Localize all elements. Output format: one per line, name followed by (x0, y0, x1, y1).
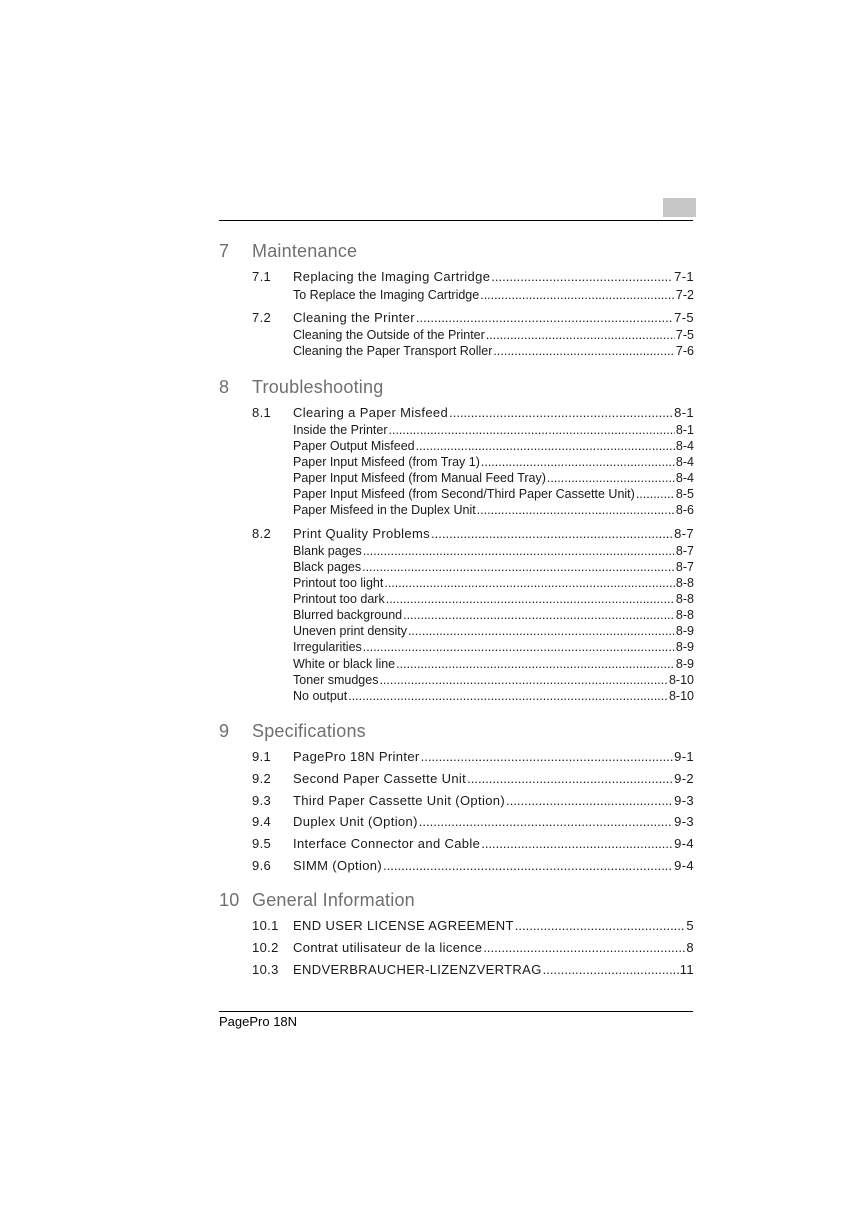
section-number: 10.3 (252, 962, 279, 977)
toc-entry[interactable] (252, 526, 694, 541)
chapter-tab-marker (663, 198, 696, 217)
entry-title: Paper Misfeed in the Duplex Unit (293, 503, 476, 517)
toc-entry[interactable] (252, 439, 694, 453)
dot-leader (362, 560, 675, 574)
entry-title: Duplex Unit (Option) (293, 814, 418, 829)
dot-leader (515, 918, 686, 933)
dot-leader (543, 962, 679, 977)
toc-entry[interactable] (252, 657, 694, 671)
chapter-title: Troubleshooting (252, 377, 384, 397)
toc-entry[interactable] (252, 576, 694, 590)
dot-leader (363, 544, 675, 558)
dot-leader (547, 471, 675, 485)
dot-leader (449, 405, 673, 420)
page-number: 8 (686, 940, 694, 955)
chapter-heading (219, 721, 366, 742)
page-number: 8-9 (675, 657, 694, 671)
entry-title: Blurred background (293, 608, 403, 622)
toc-entry[interactable] (252, 269, 694, 284)
dot-leader (416, 439, 675, 453)
entry-title: To Replace the Imaging Cartridge (293, 288, 480, 302)
page-number: 11 (679, 962, 694, 977)
toc-entry[interactable] (252, 455, 694, 469)
dot-leader (477, 503, 675, 517)
page-number: 9-4 (674, 836, 694, 851)
toc-entry[interactable] (252, 793, 694, 808)
page-number: 8-8 (675, 608, 694, 622)
entry-title: Paper Input Misfeed (from Tray 1) (293, 455, 480, 469)
entry-title: White or black line (293, 657, 396, 671)
chapter-number: 10 (219, 890, 240, 910)
page-number: 9-4 (674, 858, 694, 873)
entry-title: Contrat utilisateur de la licence (293, 940, 483, 955)
dot-leader (480, 288, 675, 302)
entry-title: Irregularities (293, 640, 362, 654)
dot-leader (486, 328, 675, 342)
toc-entry[interactable] (252, 836, 694, 851)
toc-entry[interactable] (252, 310, 694, 325)
dot-leader (363, 640, 675, 654)
dot-leader (481, 455, 675, 469)
chapter-number: 9 (219, 721, 230, 741)
dot-leader (396, 657, 675, 671)
entry-title: Paper Input Misfeed (from Manual Feed Tray) (293, 471, 546, 485)
chapter-number: 7 (219, 241, 230, 261)
entry-title: SIMM (Option) (293, 858, 383, 873)
chapter-title: Specifications (252, 721, 366, 741)
footer-product-name: PagePro 18N (219, 1014, 298, 1029)
dot-leader (483, 940, 685, 955)
toc-entry[interactable] (252, 749, 694, 764)
toc-entry[interactable] (252, 487, 694, 501)
entry-title: PagePro 18N Printer (293, 749, 420, 764)
dot-leader (389, 423, 675, 437)
toc-entry[interactable] (252, 560, 694, 574)
section-number: 7.2 (252, 310, 272, 325)
page-number: 9-3 (674, 814, 694, 829)
page-number: 8-5 (675, 487, 694, 501)
toc-entry[interactable] (252, 858, 694, 873)
page-number: 8-4 (675, 455, 694, 469)
chapter-title: General Information (252, 890, 415, 910)
dot-leader (419, 814, 673, 829)
toc-entry[interactable] (252, 640, 694, 654)
entry-title: Replacing the Imaging Cartridge (293, 269, 491, 284)
entry-title: Toner smudges (293, 673, 379, 687)
dot-leader (384, 576, 675, 590)
toc-entry[interactable] (252, 471, 694, 485)
section-number: 9.5 (252, 836, 272, 851)
chapter-title: Maintenance (252, 241, 358, 261)
entry-title: ENDVERBRAUCHER-LIZENZVERTRAG (293, 962, 542, 977)
dot-leader (491, 269, 673, 284)
page-number: 7-6 (675, 344, 694, 358)
entry-title: Clearing a Paper Misfeed (293, 405, 449, 420)
toc-entry[interactable] (252, 344, 694, 358)
dot-leader (386, 592, 675, 606)
entry-title: Cleaning the Outside of the Printer (293, 328, 485, 342)
toc-entry[interactable] (252, 940, 694, 955)
page-number: 5 (686, 918, 694, 933)
page-number: 8-9 (675, 640, 694, 654)
entry-title: Print Quality Problems (293, 526, 431, 541)
toc-entry[interactable] (252, 814, 694, 829)
footer-rule (219, 1011, 693, 1012)
toc-entry[interactable] (252, 689, 694, 703)
toc-entry[interactable] (252, 544, 694, 558)
section-number: 9.2 (252, 771, 272, 786)
page-number: 8-7 (674, 526, 694, 541)
dot-leader (403, 608, 675, 622)
entry-title: Interface Connector and Cable (293, 836, 481, 851)
page-number: 8-4 (675, 439, 694, 453)
entry-title: Paper Output Misfeed (293, 439, 415, 453)
header-rule (219, 220, 693, 221)
page-number: 8-6 (675, 503, 694, 517)
entry-title: Blank pages (293, 544, 362, 558)
page-number: 8-10 (668, 689, 694, 703)
section-number: 8.1 (252, 405, 272, 420)
toc-entry[interactable] (252, 288, 694, 302)
section-number: 9.4 (252, 814, 272, 829)
dot-leader (467, 771, 673, 786)
chapter-number: 8 (219, 377, 230, 397)
entry-title: Inside the Printer (293, 423, 388, 437)
toc-entry[interactable] (252, 608, 694, 622)
page-number: 7-2 (675, 288, 694, 302)
dot-leader (421, 749, 674, 764)
toc-entry[interactable] (252, 918, 694, 933)
entry-title: Second Paper Cassette Unit (293, 771, 467, 786)
dot-leader (431, 526, 673, 541)
page-number: 8-10 (668, 673, 694, 687)
chapter-heading (219, 377, 383, 398)
page-number: 8-1 (675, 423, 694, 437)
entry-title: Black pages (293, 560, 362, 574)
entry-title: Uneven print density (293, 624, 407, 638)
toc-entry[interactable] (252, 771, 694, 786)
page-number: 7-5 (675, 328, 694, 342)
entry-title: Third Paper Cassette Unit (Option) (293, 793, 506, 808)
dot-leader (379, 673, 668, 687)
section-number: 8.2 (252, 526, 272, 541)
entry-title: Printout too light (293, 576, 384, 590)
toc-entry[interactable] (252, 423, 694, 437)
page-number: 8-1 (674, 405, 694, 420)
section-number: 9.6 (252, 858, 272, 873)
entry-title: Cleaning the Printer (293, 310, 415, 325)
page-number: 7-1 (674, 269, 694, 284)
dot-leader (348, 689, 668, 703)
toc-entry[interactable] (252, 503, 694, 517)
chapter-heading (219, 241, 357, 262)
section-number: 10.2 (252, 940, 279, 955)
entry-title: Cleaning the Paper Transport Roller (293, 344, 493, 358)
dot-leader (636, 487, 675, 501)
section-number: 9.3 (252, 793, 272, 808)
section-number: 10.1 (252, 918, 279, 933)
page-number: 8-9 (675, 624, 694, 638)
entry-title: Printout too dark (293, 592, 385, 606)
dot-leader (506, 793, 673, 808)
dot-leader (416, 310, 673, 325)
toc-entry[interactable] (252, 624, 694, 638)
page-number: 8-8 (675, 576, 694, 590)
page-number: 7-5 (674, 310, 694, 325)
toc-entry[interactable] (252, 405, 694, 420)
toc-entry[interactable] (252, 962, 694, 977)
dot-leader (383, 858, 673, 873)
page-number: 8-7 (675, 544, 694, 558)
chapter-heading (219, 890, 415, 911)
page-number: 9-3 (674, 793, 694, 808)
toc-entry[interactable] (252, 592, 694, 606)
section-number: 7.1 (252, 269, 272, 284)
entry-title: END USER LICENSE AGREEMENT (293, 918, 514, 933)
page-number: 8-4 (675, 471, 694, 485)
page-number: 9-1 (674, 749, 694, 764)
section-number: 9.1 (252, 749, 272, 764)
toc-entry[interactable] (252, 673, 694, 687)
dot-leader (408, 624, 675, 638)
dot-leader (481, 836, 673, 851)
page-number: 8-7 (675, 560, 694, 574)
dot-leader (493, 344, 675, 358)
page-number: 9-2 (674, 771, 694, 786)
entry-title: No output (293, 689, 348, 703)
entry-title: Paper Input Misfeed (from Second/Third Paper Cassette Unit) (293, 487, 635, 501)
page-number: 8-8 (675, 592, 694, 606)
toc-entry[interactable] (252, 328, 694, 342)
